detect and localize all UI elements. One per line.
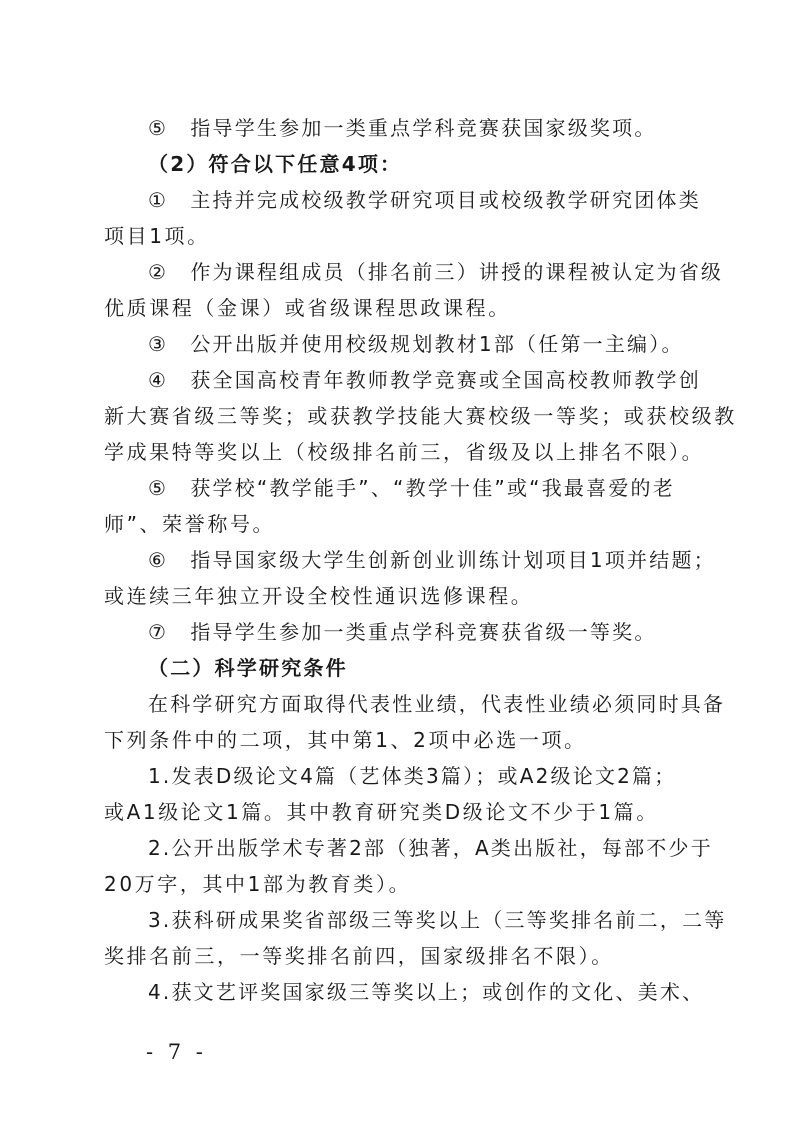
text-line: 3.获科研成果奖省部级三等奖以上（三等奖排名前二，二等 <box>148 908 727 932</box>
text-line: 师”、荣誉称号。 <box>104 512 276 536</box>
text-line: 或A1级论文1篇。其中教育研究类D级论文不少于1篇。 <box>104 800 659 824</box>
text-line: 2.公开出版学术专著2部（独著，A类出版社，每部不少于 <box>148 836 713 860</box>
text-line: 1.发表D级论文4篇（艺体类3篇）；或A2级论文2篇； <box>148 764 677 788</box>
text-line: 在科学研究方面取得代表性业绩，代表性业绩必须同时具备 <box>148 692 726 716</box>
text-line: ④ 获全国高校青年教师教学竞赛或全国高校教师教学创 <box>148 368 701 392</box>
subsection-heading: （2）符合以下任意4项： <box>148 152 403 176</box>
text-line: ⑤ 获学校“教学能手”、“教学十佳”或“我最喜爱的老 <box>148 476 675 500</box>
section-heading: （二）科学研究条件 <box>148 656 348 680</box>
text-line: ③ 公开出版并使用校级规划教材1部（任第一主编）。 <box>148 332 684 356</box>
text-line: 20万字，其中1部为教育类）。 <box>104 872 412 896</box>
text-line: ② 作为课程组成员（排名前三）讲授的课程被认定为省级 <box>148 260 724 284</box>
text-line: ⑥ 指导国家级大学生创新创业训练计划项目1项并结题； <box>148 548 716 572</box>
page-number: - 7 - <box>146 1040 207 1064</box>
text-line: 学成果特等奖以上（校级排名前三，省级及以上排名不限）。 <box>104 440 705 464</box>
text-line: 4.获文艺评奖国家级三等奖以上；或创作的文化、美术、 <box>148 980 705 1004</box>
text-line: 奖排名前三，一等奖排名前四，国家级排名不限）。 <box>104 944 614 968</box>
text-line: 优质课程（金课）或省级课程思政课程。 <box>104 296 511 320</box>
text-line: 下列条件中的二项，其中第1、2项中必选一项。 <box>104 728 587 752</box>
text-line: 新大赛省级三等奖；或获教学技能大赛校级一等奖；或获校级教 <box>104 404 737 428</box>
text-line: ⑦ 指导学生参加一类重点学科竞赛获省级一等奖。 <box>148 620 657 644</box>
text-line: ① 主持并完成校级教学研究项目或校级教学研究团体类 <box>148 188 701 212</box>
text-line: ⑤ 指导学生参加一类重点学科竞赛获国家级奖项。 <box>148 116 657 140</box>
text-line: 项目1项。 <box>104 224 210 248</box>
text-line: 或连续三年独立开设全校性通识选修课程。 <box>104 584 534 608</box>
